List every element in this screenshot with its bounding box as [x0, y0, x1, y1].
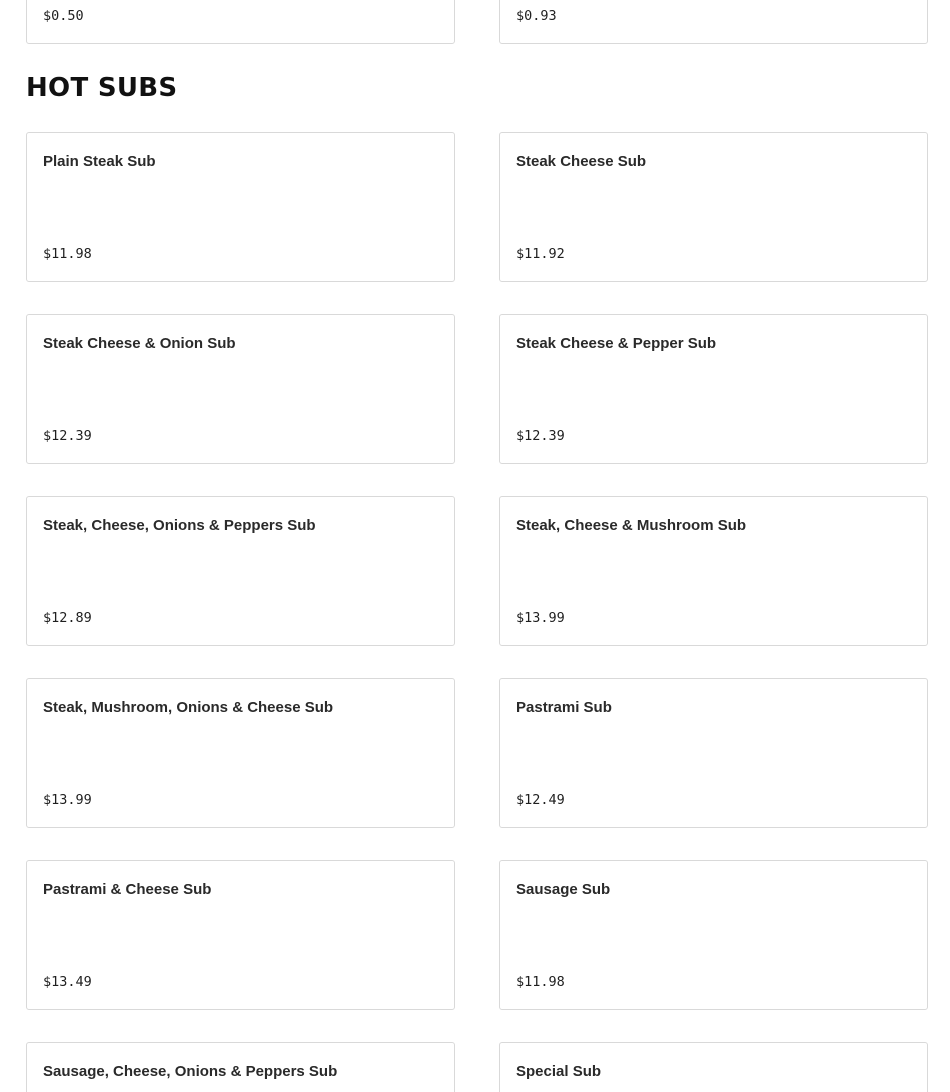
menu-item-price: $0.50 [43, 8, 84, 24]
menu-item-price: $11.92 [516, 246, 565, 262]
menu-item-card-steak-cheese-pepper-sub[interactable] [499, 314, 928, 464]
menu-item-card-sausage-cheese-onions-peppers-sub[interactable] [26, 1042, 455, 1092]
menu-item-card-steak-mushroom-onions-cheese-sub[interactable] [26, 678, 455, 828]
menu-item-name: Steak, Mushroom, Onions & Cheese Sub [43, 699, 334, 716]
menu-item-price: $12.49 [516, 792, 565, 808]
menu-item-price: $12.89 [43, 610, 92, 626]
menu-item-name: Steak Cheese & Onion Sub [43, 335, 236, 352]
menu-item-name: Sausage Sub [516, 881, 611, 898]
menu-item-price: $11.98 [516, 974, 565, 990]
menu-item-card-steak-cheese-onion-sub[interactable] [26, 314, 455, 464]
menu-item-price: $13.49 [43, 974, 92, 990]
menu-item-card[interactable] [26, 0, 455, 44]
menu-item-name: Pastrami & Cheese Sub [43, 881, 212, 898]
menu-item-name: Steak Cheese Sub [516, 153, 647, 170]
menu-item-name: Steak, Cheese & Mushroom Sub [516, 517, 747, 534]
menu-item-card-plain-steak-sub[interactable] [26, 132, 455, 282]
menu-item-card-sausage-sub[interactable] [499, 860, 928, 1010]
menu-item-price: $11.98 [43, 246, 92, 262]
menu-item-price: $12.39 [516, 428, 565, 444]
menu-item-price: $13.99 [43, 792, 92, 808]
menu-item-card-pastrami-cheese-sub[interactable] [26, 860, 455, 1010]
menu-item-name: Special Sub [516, 1063, 602, 1080]
menu-item-name: Pastrami Sub [516, 699, 612, 716]
menu-item-card-steak-cheese-sub[interactable] [499, 132, 928, 282]
menu-item-name: Steak, Cheese, Onions & Peppers Sub [43, 517, 316, 534]
menu-item-price: $0.93 [516, 8, 557, 24]
menu-item-name: Plain Steak Sub [43, 153, 156, 170]
menu-item-name: Steak Cheese & Pepper Sub [516, 335, 717, 352]
menu-item-price: $13.99 [516, 610, 565, 626]
menu-item-card-special-sub[interactable] [499, 1042, 928, 1092]
section-title-hot-subs: HOT SUBS [26, 73, 178, 103]
menu-item-card-steak-cheese-onions-peppers-sub[interactable] [26, 496, 455, 646]
menu-item-card[interactable] [499, 0, 928, 44]
menu-item-price: $12.39 [43, 428, 92, 444]
menu-item-card-steak-cheese-mushroom-sub[interactable] [499, 496, 928, 646]
menu-item-name: Sausage, Cheese, Onions & Peppers Sub [43, 1063, 338, 1080]
menu-item-card-pastrami-sub[interactable] [499, 678, 928, 828]
